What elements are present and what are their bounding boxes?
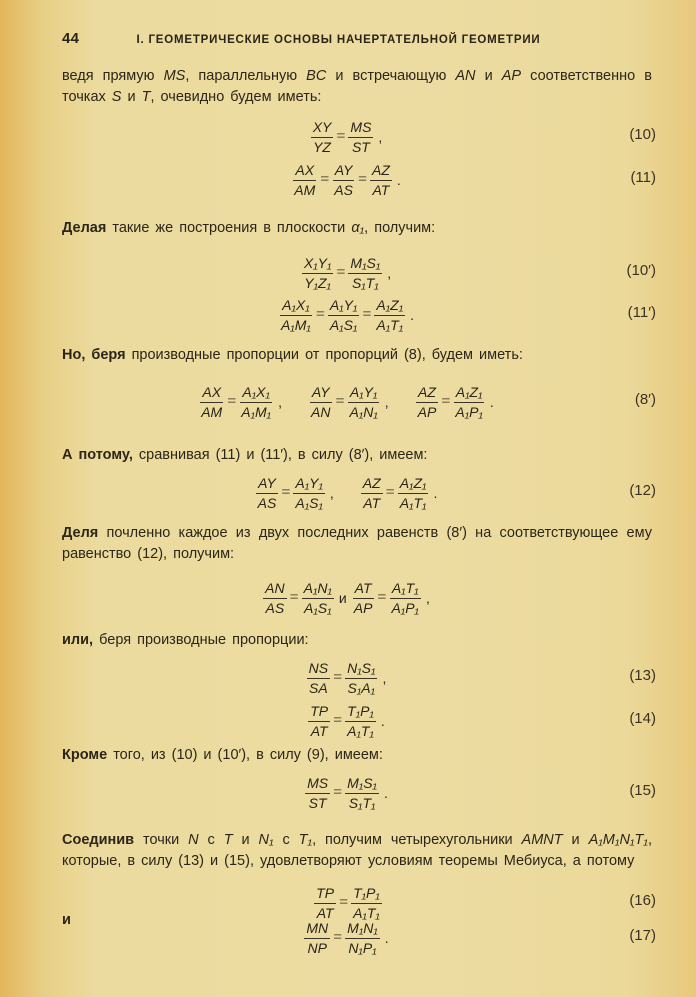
equation-body xyxy=(0,292,696,338)
equation xyxy=(0,770,696,816)
text-run: почленно каждое из двух последних равенств (8′) на соответствующее ему равенство (12), получим: xyxy=(62,525,652,562)
denominator: A₁P₁ xyxy=(455,403,483,420)
equation xyxy=(0,157,696,203)
denominator: ST xyxy=(351,138,370,155)
denominator: AS xyxy=(257,494,277,511)
equation-number: (10′) xyxy=(626,262,656,279)
denominator: A₁T₁ xyxy=(376,316,404,333)
denominator: Y₁Z₁ xyxy=(304,274,331,291)
operator: = xyxy=(377,589,387,606)
fraction xyxy=(416,384,439,421)
operator: = xyxy=(339,894,349,911)
numerator: MS xyxy=(348,119,373,138)
fraction xyxy=(370,162,392,199)
punctuation: , xyxy=(382,670,387,686)
numerator: A₁Z₁ xyxy=(454,384,485,403)
fraction xyxy=(302,580,334,617)
numerator: AX xyxy=(293,162,316,181)
paragraph xyxy=(62,66,652,107)
fraction xyxy=(398,475,429,512)
punctuation: . xyxy=(384,930,389,946)
numerator: M₁S₁ xyxy=(348,255,382,274)
numerator: A₁T₁ xyxy=(390,580,421,599)
equation xyxy=(0,470,696,516)
denominator: AM xyxy=(201,403,223,420)
denominator: A₁M₁ xyxy=(280,316,311,333)
punctuation: , xyxy=(378,129,383,145)
equation xyxy=(0,250,696,296)
punctuation: . xyxy=(433,485,438,501)
text-run: точки xyxy=(134,832,189,848)
equation-number: (8′) xyxy=(634,391,656,408)
equation-number: (11′) xyxy=(627,304,656,321)
numerator: A₁Z₁ xyxy=(398,475,429,494)
operator: = xyxy=(333,669,343,686)
equation xyxy=(0,379,696,425)
paragraph xyxy=(62,345,652,366)
paragraph xyxy=(62,445,652,466)
numerator: A₁X₁ xyxy=(240,384,272,403)
inline-math: N₁ xyxy=(258,832,274,848)
fraction xyxy=(307,660,330,697)
paragraph xyxy=(62,523,652,564)
inline-math: S xyxy=(111,88,122,105)
fraction xyxy=(304,920,330,957)
text-run: , которые, в силу (13) и (15), удовлетворяют условиям теоремы Мебиуса, а потому xyxy=(62,832,652,869)
equation-body xyxy=(0,915,696,961)
numerator: A₁Y₁ xyxy=(348,384,380,403)
punctuation: , xyxy=(384,394,389,410)
numerator: A₁Y₁ xyxy=(293,475,325,494)
denominator: A₁T₁ xyxy=(353,904,380,921)
equation-body xyxy=(0,157,696,203)
denominator: NP xyxy=(307,939,327,956)
numerator: AN xyxy=(263,580,286,599)
denominator: AT xyxy=(363,494,381,511)
equation-number: (10) xyxy=(629,126,656,143)
operator: = xyxy=(320,171,330,188)
operator: = xyxy=(441,393,451,410)
text-run: Соединив xyxy=(62,832,135,848)
fraction xyxy=(347,384,379,421)
equation-number: (12) xyxy=(629,482,656,499)
denominator: A₁S₁ xyxy=(329,316,358,333)
fraction xyxy=(332,162,355,199)
fraction xyxy=(328,297,360,334)
equation xyxy=(0,915,696,961)
paragraph xyxy=(62,630,652,651)
text-run: , очевидно будем иметь: xyxy=(150,88,322,105)
denominator: AS xyxy=(334,181,353,198)
fraction xyxy=(308,703,330,740)
punctuation: . xyxy=(380,713,385,729)
numerator: AY xyxy=(310,384,332,403)
denominator: N₁P₁ xyxy=(348,939,377,956)
equation xyxy=(0,114,696,160)
punctuation: и xyxy=(338,590,347,606)
fraction xyxy=(352,580,375,617)
fraction xyxy=(311,119,334,156)
operator: = xyxy=(281,484,291,501)
operator: = xyxy=(227,393,237,410)
fraction xyxy=(239,384,273,421)
operator: = xyxy=(333,712,343,729)
equation-body xyxy=(0,114,696,160)
fraction xyxy=(345,920,380,957)
numerator: A₁X₁ xyxy=(280,297,312,316)
numerator: N₁S₁ xyxy=(345,660,377,679)
text-run: Но, беря xyxy=(62,347,126,363)
text-run: , получим четырехугольники xyxy=(312,832,522,848)
inline-math: MS xyxy=(163,68,186,84)
text-run: беря производные пропорции: xyxy=(93,632,309,648)
denominator: AM xyxy=(294,181,316,198)
numerator: TP xyxy=(314,885,336,904)
denominator: A₁T₁ xyxy=(399,494,427,511)
text-run: сравнивая (11) и (11′), в силу (8′), имеем: xyxy=(132,447,428,463)
fraction xyxy=(453,384,485,421)
punctuation: . xyxy=(383,785,388,801)
numerator: A₁Z₁ xyxy=(374,297,405,316)
punctuation: , xyxy=(278,394,282,410)
numerator: A₁N₁ xyxy=(302,580,334,599)
text-run: А потому, xyxy=(62,447,133,463)
punctuation: . xyxy=(396,172,401,188)
equation-number: (13) xyxy=(629,667,656,684)
numerator: M₁N₁ xyxy=(345,920,380,939)
inline-math: AMNT xyxy=(521,832,563,848)
numerator: T₁P₁ xyxy=(351,885,382,904)
numerator: MS xyxy=(305,775,330,794)
numerator: TP xyxy=(308,703,330,722)
fraction xyxy=(348,255,382,292)
text-run: и xyxy=(62,912,71,928)
equation-body xyxy=(0,379,696,425)
fraction xyxy=(263,580,286,617)
equation-body xyxy=(0,470,696,516)
inline-math: AN xyxy=(455,68,476,84)
denominator: AT xyxy=(372,181,390,198)
inline-math: T xyxy=(223,832,233,848)
denominator: S₁T₁ xyxy=(351,274,379,291)
equation-body xyxy=(0,655,696,701)
paragraph xyxy=(62,830,652,871)
denominator: A₁S₁ xyxy=(304,599,332,616)
operator: = xyxy=(336,264,346,281)
fraction xyxy=(348,119,373,156)
text-run: Кроме xyxy=(62,747,108,763)
text-run: и xyxy=(562,832,589,848)
denominator: AN xyxy=(310,403,331,420)
numerator: AY xyxy=(333,162,355,181)
punctuation: , xyxy=(329,485,334,501)
denominator: A₁P₁ xyxy=(391,599,419,616)
equation-body xyxy=(0,698,696,744)
fraction xyxy=(256,475,279,512)
denominator: A₁T₁ xyxy=(347,722,374,739)
text-run: и xyxy=(475,68,502,84)
denominator: S₁A₁ xyxy=(347,679,376,696)
punctuation: , xyxy=(387,265,392,281)
fraction xyxy=(302,255,334,292)
equation-body xyxy=(0,250,696,296)
numerator: AY xyxy=(256,475,278,494)
equation xyxy=(0,292,696,338)
numerator: X₁Y₁ xyxy=(302,255,334,274)
text-run: соответственно в точках xyxy=(62,68,652,105)
text-run: с xyxy=(273,832,299,848)
operator: = xyxy=(336,128,346,145)
text-run: того, из (10) и (10′), в силу (9), имеем: xyxy=(107,747,383,763)
numerator: A₁Y₁ xyxy=(328,297,360,316)
fraction xyxy=(345,660,377,697)
equation-body xyxy=(0,575,696,621)
text-run: и xyxy=(232,832,259,848)
text-run: и встречающую xyxy=(326,68,456,84)
denominator: SA xyxy=(309,679,328,696)
numerator: AZ xyxy=(361,475,383,494)
operator: = xyxy=(362,306,372,323)
denominator: S₁T₁ xyxy=(348,794,376,811)
text-run: , параллельную xyxy=(185,68,307,84)
denominator: AT xyxy=(310,722,328,739)
denominator: ST xyxy=(308,794,327,811)
paragraph xyxy=(62,218,652,239)
equation xyxy=(0,655,696,701)
inline-math: N xyxy=(188,832,199,848)
numerator: AZ xyxy=(416,384,438,403)
fraction xyxy=(305,775,330,812)
running-header xyxy=(62,30,540,47)
page-number: 44 xyxy=(62,30,80,47)
fraction xyxy=(279,297,313,334)
numerator: MN xyxy=(304,920,330,939)
text-run: Делая xyxy=(62,220,107,236)
punctuation: . xyxy=(489,394,494,410)
numerator: M₁S₁ xyxy=(345,775,379,794)
fraction xyxy=(345,775,379,812)
numerator: AZ xyxy=(370,162,392,181)
text-run: , получим: xyxy=(364,220,436,236)
inline-math: α₁ xyxy=(351,220,365,236)
numerator: T₁P₁ xyxy=(345,703,376,722)
numerator: AT xyxy=(353,580,374,599)
inline-math: AP xyxy=(501,68,522,84)
inline-math: T xyxy=(141,88,151,105)
operator: = xyxy=(315,306,325,323)
chapter-title: I. ГЕОМЕТРИЧЕСКИЕ ОСНОВЫ НАЧЕРТАТЕЛЬНОЙ ГЕОМЕТРИИ xyxy=(136,34,541,46)
operator: = xyxy=(385,484,395,501)
fraction xyxy=(389,580,421,617)
operator: = xyxy=(335,393,345,410)
numerator: NS xyxy=(307,660,330,679)
denominator: YZ xyxy=(313,138,331,155)
equation xyxy=(0,698,696,744)
operator: = xyxy=(289,589,299,606)
denominator: AT xyxy=(316,904,334,921)
text-run: или, xyxy=(62,632,94,648)
fraction xyxy=(374,297,405,334)
denominator: A₁N₁ xyxy=(349,403,378,420)
numerator: AX xyxy=(200,384,223,403)
numerator: XY xyxy=(311,119,334,138)
fraction xyxy=(293,475,325,512)
punctuation: , xyxy=(425,590,430,606)
fraction xyxy=(199,384,224,421)
inline-math: T₁ xyxy=(298,832,313,848)
fraction xyxy=(309,384,332,421)
paragraph xyxy=(62,745,652,766)
fraction xyxy=(292,162,317,199)
denominator: A₁M₁ xyxy=(241,403,272,420)
punctuation: . xyxy=(410,307,415,323)
equation-number: (16) xyxy=(629,892,656,909)
text-run: производные пропорции от пропорций (8), будем иметь: xyxy=(125,347,523,363)
denominator: AP xyxy=(417,403,437,420)
operator: = xyxy=(333,929,343,946)
text-run: Деля xyxy=(62,525,99,541)
equation-number: (14) xyxy=(629,710,656,727)
inline-math: BC xyxy=(306,68,327,84)
text-run: такие же построения в плоскости xyxy=(106,220,352,236)
equation-number: (15) xyxy=(629,782,656,799)
text-run: и xyxy=(121,88,142,105)
inline-math: A₁M₁N₁T₁ xyxy=(588,832,648,848)
fraction xyxy=(361,475,383,512)
denominator: A₁S₁ xyxy=(295,494,323,511)
denominator: AS xyxy=(265,599,285,616)
equation-number: (11) xyxy=(630,169,656,186)
text-run: с xyxy=(198,832,224,848)
operator: = xyxy=(333,784,343,801)
equation-number: (17) xyxy=(629,927,656,944)
operator: = xyxy=(357,171,367,188)
text-run: ведя прямую xyxy=(62,68,164,84)
denominator: AP xyxy=(353,599,373,616)
equation xyxy=(0,575,696,621)
equation-body xyxy=(0,770,696,816)
fraction xyxy=(345,703,376,740)
